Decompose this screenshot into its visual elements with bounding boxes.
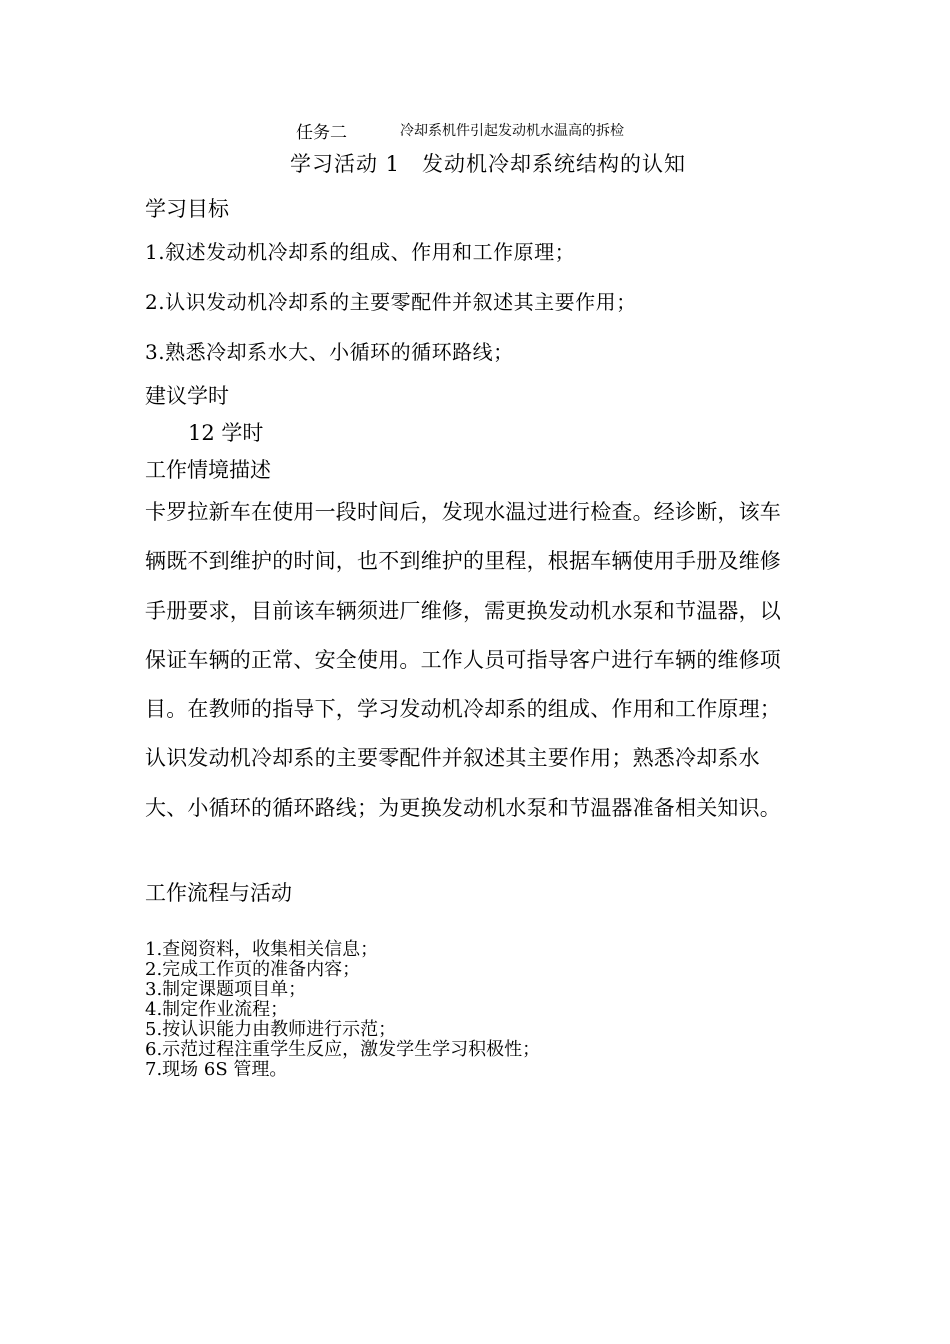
- goals-heading: 学习目标: [145, 197, 229, 221]
- workflow-item: 2.完成工作页的准备内容；: [145, 959, 361, 980]
- goal-item-1: 1.叙述发动机冷却系的组成、作用和工作原理；: [145, 240, 576, 264]
- situation-line: 卡罗拉新车在使用一段时间后，发现水温过进行检查。经诊断，该车: [145, 500, 781, 524]
- hours-heading: 建议学时: [145, 384, 229, 408]
- workflow-item: 7.现场 6S 管理。: [145, 1059, 288, 1080]
- task-title: 冷却系机件引起发动机水温高的拆检: [400, 123, 624, 139]
- workflow-item: 3.制定课题项目单；: [145, 979, 307, 1000]
- goal-item-2: 2.认识发动机冷却系的主要零配件并叙述其主要作用；: [145, 290, 637, 314]
- activity-title: 学习活动 1 发动机冷却系统结构的认知: [290, 152, 687, 176]
- situation-heading: 工作情境描述: [145, 458, 271, 482]
- situation-line: 手册要求，目前该车辆须进厂维修，需更换发动机水泵和节温器，以: [145, 598, 781, 623]
- hours-value: 12 学时: [188, 421, 264, 445]
- situation-line: 辆既不到维护的时间，也不到维护的里程，根据车辆使用手册及维修: [145, 549, 781, 574]
- workflow-item: 5.按认识能力由教师进行示范；: [145, 1019, 397, 1040]
- situation-paragraph: [145, 488, 810, 833]
- situation-line: 大、小循环的循环路线；为更换发动机水泵和节温器准备相关知识。: [145, 795, 781, 820]
- task-heading: [296, 118, 624, 143]
- workflow-item: 6.示范过程注重学生反应，激发学生学习积极性；: [145, 1039, 541, 1060]
- situation-line: 目。在教师的指导下，学习发动机冷却系的组成、作用和工作原理；: [145, 697, 781, 722]
- situation-line: 保证车辆的正常、安全使用。工作人员可指导客户进行车辆的维修项: [145, 647, 781, 672]
- situation-line: 认识发动机冷却系的主要零配件并叙述其主要作用；熟悉冷却系水: [145, 746, 760, 771]
- task-label: 任务二: [296, 123, 347, 143]
- workflow-item: 1.查阅资料，收集相关信息；: [145, 939, 379, 960]
- goal-item-3: 3.熟悉冷却系水大、小循环的循环路线；: [145, 340, 514, 364]
- workflow-item: 4.制定作业流程；: [145, 999, 289, 1020]
- workflow-heading: 工作流程与活动: [145, 881, 292, 905]
- workflow-list: [145, 940, 540, 1080]
